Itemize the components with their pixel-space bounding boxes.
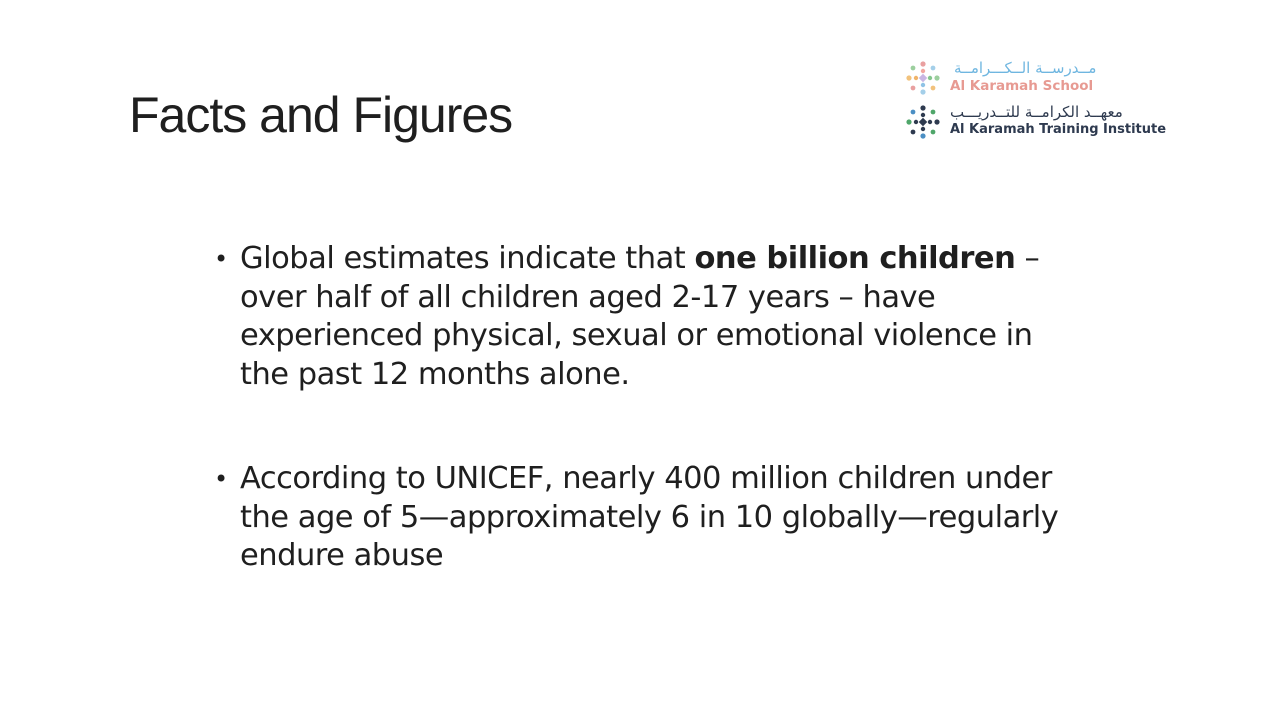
bullet-text-part: Global estimates indicate that [240, 241, 695, 276]
star-flower-logo-icon [902, 58, 944, 98]
bullet-item [214, 240, 1094, 394]
bullet-marker: • [214, 465, 228, 493]
institute-logo-row [902, 102, 1167, 142]
bullet-text: According to UNICEF, nearly 400 million children under the age of 5—approximately 6 in 10 globally—regularly endure abuse [240, 461, 1059, 573]
slide-title: Facts and Figures [129, 87, 513, 143]
institute-name-english: Al Karamah Training Institute [950, 122, 1167, 137]
logo [902, 58, 1167, 144]
bullet-text-part: – over half of all children aged 2-17 years – have experienced physical, sexual or emotional violence in the past 12 months alone. [240, 241, 1040, 392]
school-logo-row [902, 58, 1164, 98]
school-name-arabic: مــدرســة الــكـــرامــة [954, 59, 1097, 77]
bullet-list [214, 240, 1094, 576]
institute-name-arabic: معهــد الكرامــة للتــدريـــب [950, 103, 1123, 121]
star-flower-logo-icon [902, 102, 944, 142]
bullet-text [240, 240, 1090, 394]
bullet-text-bold: one billion children [694, 241, 1016, 276]
bullet-marker: • [214, 245, 228, 273]
bullet-item [214, 460, 1094, 576]
school-name-english: Al Karamah School [950, 78, 1094, 94]
